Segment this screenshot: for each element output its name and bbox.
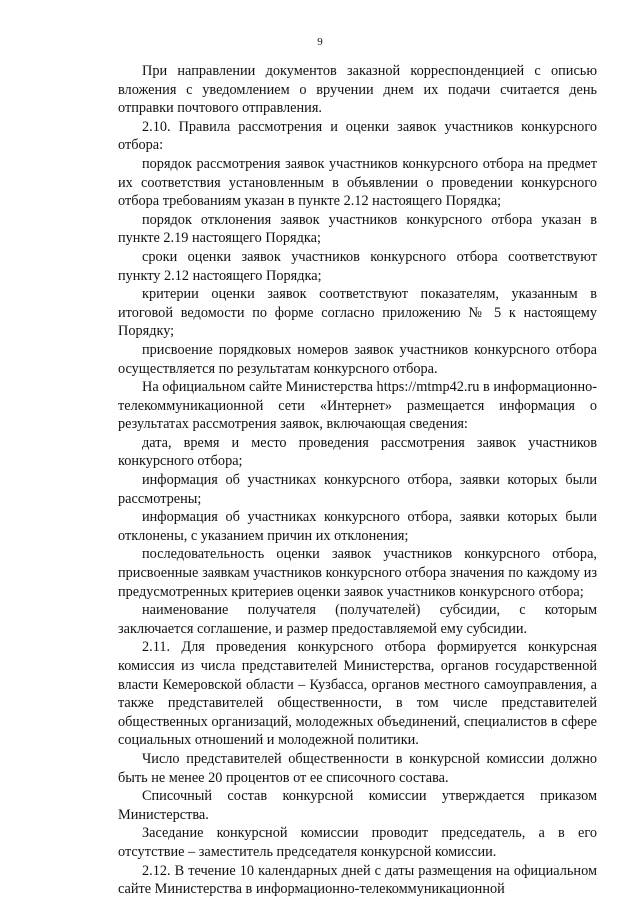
paragraph: наименование получателя (получателей) субсидии, с которым заключается соглашение, и размер предоставляемой ему субсидии. <box>118 602 597 637</box>
page-number: 9 <box>317 36 323 48</box>
paragraph: Заседание конкурсной комиссии проводит председатель, а в его отсутствие – заместитель председателя конкурсной комиссии. <box>118 825 597 860</box>
paragraph: критерии оценки заявок соответствуют показателям, указанным в итоговой ведомости по форме согласно приложению № 5 к настоящему Порядку; <box>118 286 597 340</box>
paragraph: 2.10. Правила рассмотрения и оценки заявок участников конкурсного отбора: <box>118 118 597 154</box>
paragraph: Число представителей общественности в конкурсной комиссии должно быть не менее 20 процентов от ее списочного состава. <box>118 750 597 786</box>
paragraph: На официальном сайте Министерства https://mtmp42.ru в информационно-телекоммуникационной сети «Интернет» размещается информация о результатах рассмотрения заявок, включающая сведения: <box>118 379 597 433</box>
paragraph: дата, время и место проведения рассмотрения заявок участников конкурсного отбора; <box>118 434 597 470</box>
paragraph: При направлении документов заказной корреспонденцией с описью вложения с уведомлением о вручении днем их подачи считается день отправки почтового отправления. <box>118 63 597 117</box>
paragraph: информация об участниках конкурсного отбора, заявки которых были отклонены, с указанием причин их отклонения; <box>118 509 597 544</box>
paragraph: 2.12. В течение 10 календарных дней с даты размещения на официальном сайте Министерства в информационно-телекоммуникационной <box>118 862 597 898</box>
paragraph: присвоение порядковых номеров заявок участников конкурсного отбора осуществляется по результатам конкурсного отбора. <box>118 341 597 377</box>
paragraph: Списочный состав конкурсной комиссии утверждается приказом Министерства. <box>118 788 597 823</box>
paragraph: сроки оценки заявок участников конкурсного отбора соответствуют пункту 2.12 настоящего Порядка; <box>118 248 597 284</box>
paragraph: порядок рассмотрения заявок участников конкурсного отбора на предмет их соответствия установленным в объявлении о проведении конкурсного отбора требованиям указан в пункте 2.12 настоящего Порядка; <box>118 155 597 210</box>
paragraph: последовательность оценки заявок участников конкурсного отбора, присвоенные заявкам участников конкурсного отбора значения по каждому из предусмотренных критериев оценки заявок участников конкурсного отбора; <box>118 546 597 600</box>
paragraph: 2.11. Для проведения конкурсного отбора формируется конкурсная комиссия из числа представителей Министерства, органов государственной власти Кемеровской области – Кузбасса, органов местного самоуправления, а также представителей общественности, в том числе представителей общественных организаций, молодежных объединений, специалистов в сфере социальных отношений и молодежной политики. <box>118 639 597 749</box>
paragraph: порядок отклонения заявок участников конкурсного отбора указан в пункте 2.19 настоящего Порядка; <box>118 211 597 247</box>
paragraph: информация об участниках конкурсного отбора, заявки которых были рассмотрены; <box>118 472 597 507</box>
document-body <box>118 62 597 899</box>
